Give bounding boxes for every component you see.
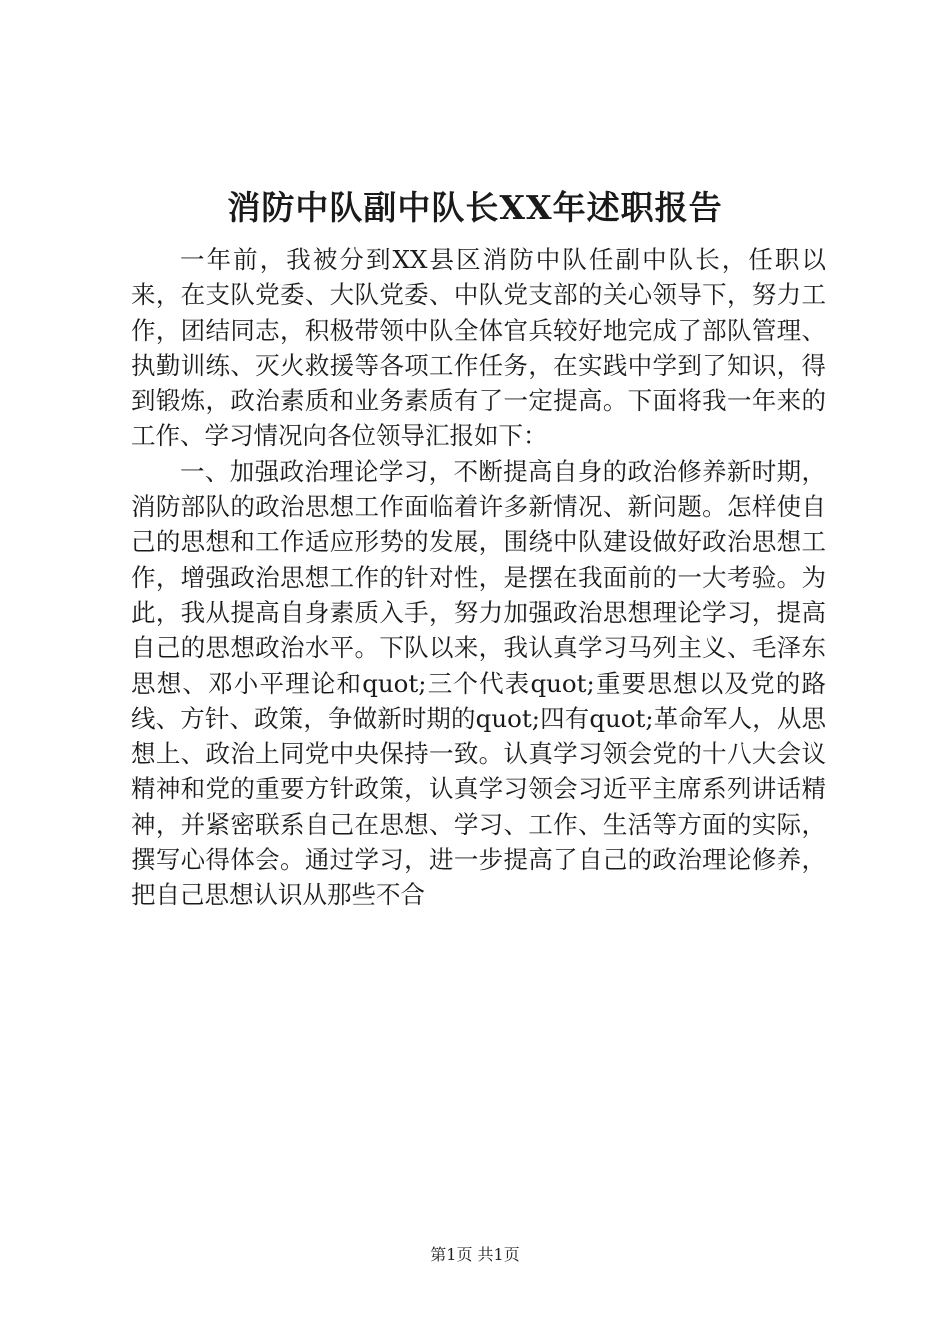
document-title: 消防中队副中队长XX年述职报告: [227, 188, 723, 227]
paragraph-section-one: 一、加强政治理论学习，不断提高自身的政治修养新时期，消防部队的政治思想工作面临着许多新情况、新问题。怎样使自己的思想和工作适应形势的发展，围绕中队建设做好政治思想工作，增强政治思想工作的针对性，是摆在我面前的一大考验。为此，我从提高自身素质入手，努力加强政治思想理论学习，提高自己的思想政治水平。下队以来，我认真学习马列主义、毛泽东思想、邓小平理论和quot;三个代表quot;重要思想以及党的路线、方针、政策，争做新时期的quot;四有quot;革命军人，从思想上、政治上同党中央保持一致。认真学习领会党的十八大会议精神和党的重要方针政策，认真学习领会习近平主席系列讲话精神，并紧密联系自己在思想、学习、工作、生活等方面的实际，撰写心得体会。通过学习，进一步提高了自己的政治理论修养，把自己思想认识从那些不合: [131, 456, 826, 910]
page-number-footer: 第1页 共1页: [430, 1245, 520, 1264]
document-body: [131, 242, 826, 913]
paragraph-intro: 一年前，我被分到XX县区消防中队任副中队长，任职以来，在支队党委、大队党委、中队党支部的关心领导下，努力工作，团结同志，积极带领中队全体官兵较好地完成了部队管理、执勤训练、灭火救援等各项工作任务，在实践中学到了知识，得到锻炼，政治素质和业务素质有了一定提高。下面将我一年来的工作、学习情况向各位领导汇报如下：: [131, 245, 826, 451]
